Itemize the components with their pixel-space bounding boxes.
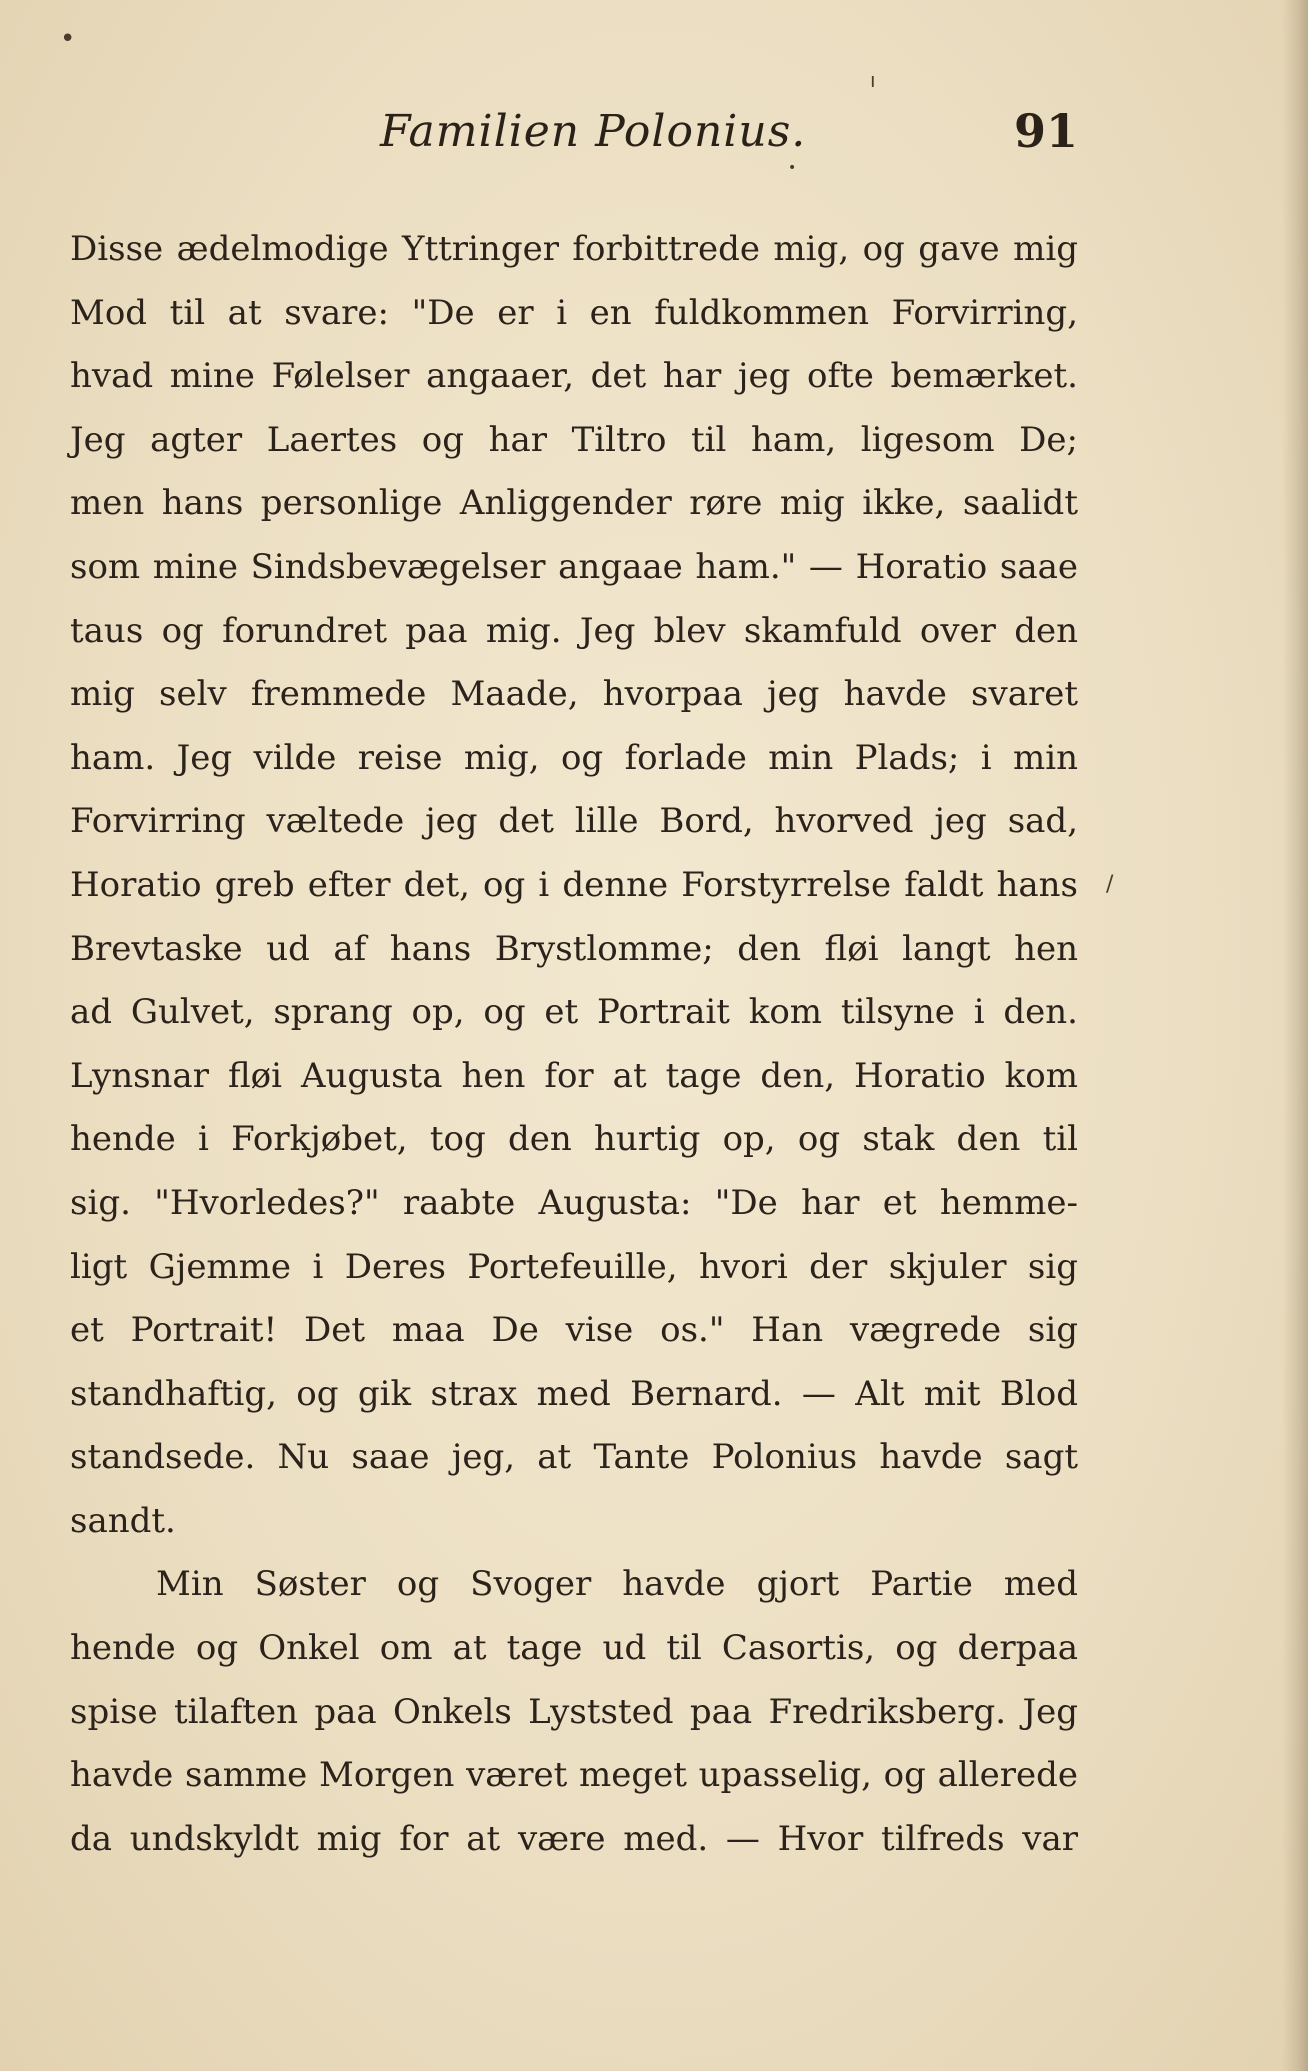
text-line: et Portrait! Det maa De vise os." Han vægrede sig — [70, 1310, 1078, 1351]
text-line: ligt Gjemme i Deres Portefeuille, hvori der skjuler sig — [70, 1246, 1078, 1287]
paragraph-2 — [70, 1553, 1078, 1871]
text-line: hende i Forkjøbet, tog den hurtig op, og stak den til — [70, 1119, 1078, 1160]
text-line: sig. "Hvorledes?" raabte Augusta: "De har et hemme- — [70, 1182, 1078, 1223]
text-line: Min Søster og Svoger havde gjort Partie med — [156, 1564, 1078, 1605]
text-line: Jeg agter Laertes og har Tiltro til ham, ligesom De; — [70, 419, 1078, 460]
text-line: Lynsnar fløi Augusta hen for at tage den, Horatio kom — [70, 1055, 1078, 1096]
paragraph-1 — [70, 218, 1078, 1553]
text-line: Forvirring væltede jeg det lille Bord, hvorved jeg sad, — [70, 801, 1078, 842]
text-line: som mine Sindsbevægelser angaae ham." — Horatio saae — [70, 546, 1078, 587]
text-line: taus og forundret paa mig. Jeg blev skamfuld over den — [70, 610, 1078, 651]
text-line: standsede. Nu saae jeg, at Tante Polonius havde sagt — [70, 1437, 1078, 1478]
text-line: ham. Jeg vilde reise mig, og forlade min Plads; i min — [70, 737, 1078, 778]
text-line: hende og Onkel om at tage ud til Casortis, og derpaa — [70, 1628, 1078, 1669]
text-line: spise tilaften paa Onkels Lyststed paa Fredriksberg. Jeg — [70, 1691, 1078, 1732]
text-line: Brevtaske ud af hans Brystlomme; den fløi langt hen — [70, 928, 1078, 969]
speck-mark: • — [788, 160, 797, 176]
running-head — [70, 100, 1080, 170]
text-line: da undskyldt mig for at være med. — Hvor tilfreds var — [70, 1818, 1078, 1859]
text-line: sandt. — [70, 1500, 176, 1541]
text-line: men hans personlige Anliggender røre mig ikke, saalidt — [70, 483, 1078, 524]
body-text — [70, 218, 1078, 1871]
text-line: hvad mine Følelser angaaer, det har jeg ofte bemærket. — [70, 356, 1078, 397]
page-edge-shadow — [1282, 0, 1308, 2071]
text-line: Horatio greb efter det, og i denne Forstyrrelse faldt hans — [70, 864, 1078, 905]
speck-mark: ı — [870, 68, 876, 92]
running-title: Familien Polonius. — [380, 106, 807, 157]
text-line: standhaftig, og gik strax med Bernard. — Alt mit Blod — [70, 1373, 1078, 1414]
text-line: ad Gulvet, sprang op, og et Portrait kom tilsyne i den. — [70, 992, 1078, 1033]
text-line: Mod til at svare: "De er i en fuldkommen Forvirring, — [70, 292, 1078, 333]
speck-mark: / — [1106, 872, 1114, 897]
text-line: mig selv fremmede Maade, hvorpaa jeg havde svaret — [70, 674, 1078, 715]
text-line: Disse ædelmodige Yttringer forbittrede mig, og gave mig — [70, 229, 1078, 269]
page-number: 91 — [1013, 104, 1078, 158]
text-line: havde samme Morgen været meget upasselig, og allerede — [70, 1755, 1078, 1796]
speck-mark: • — [60, 24, 76, 54]
